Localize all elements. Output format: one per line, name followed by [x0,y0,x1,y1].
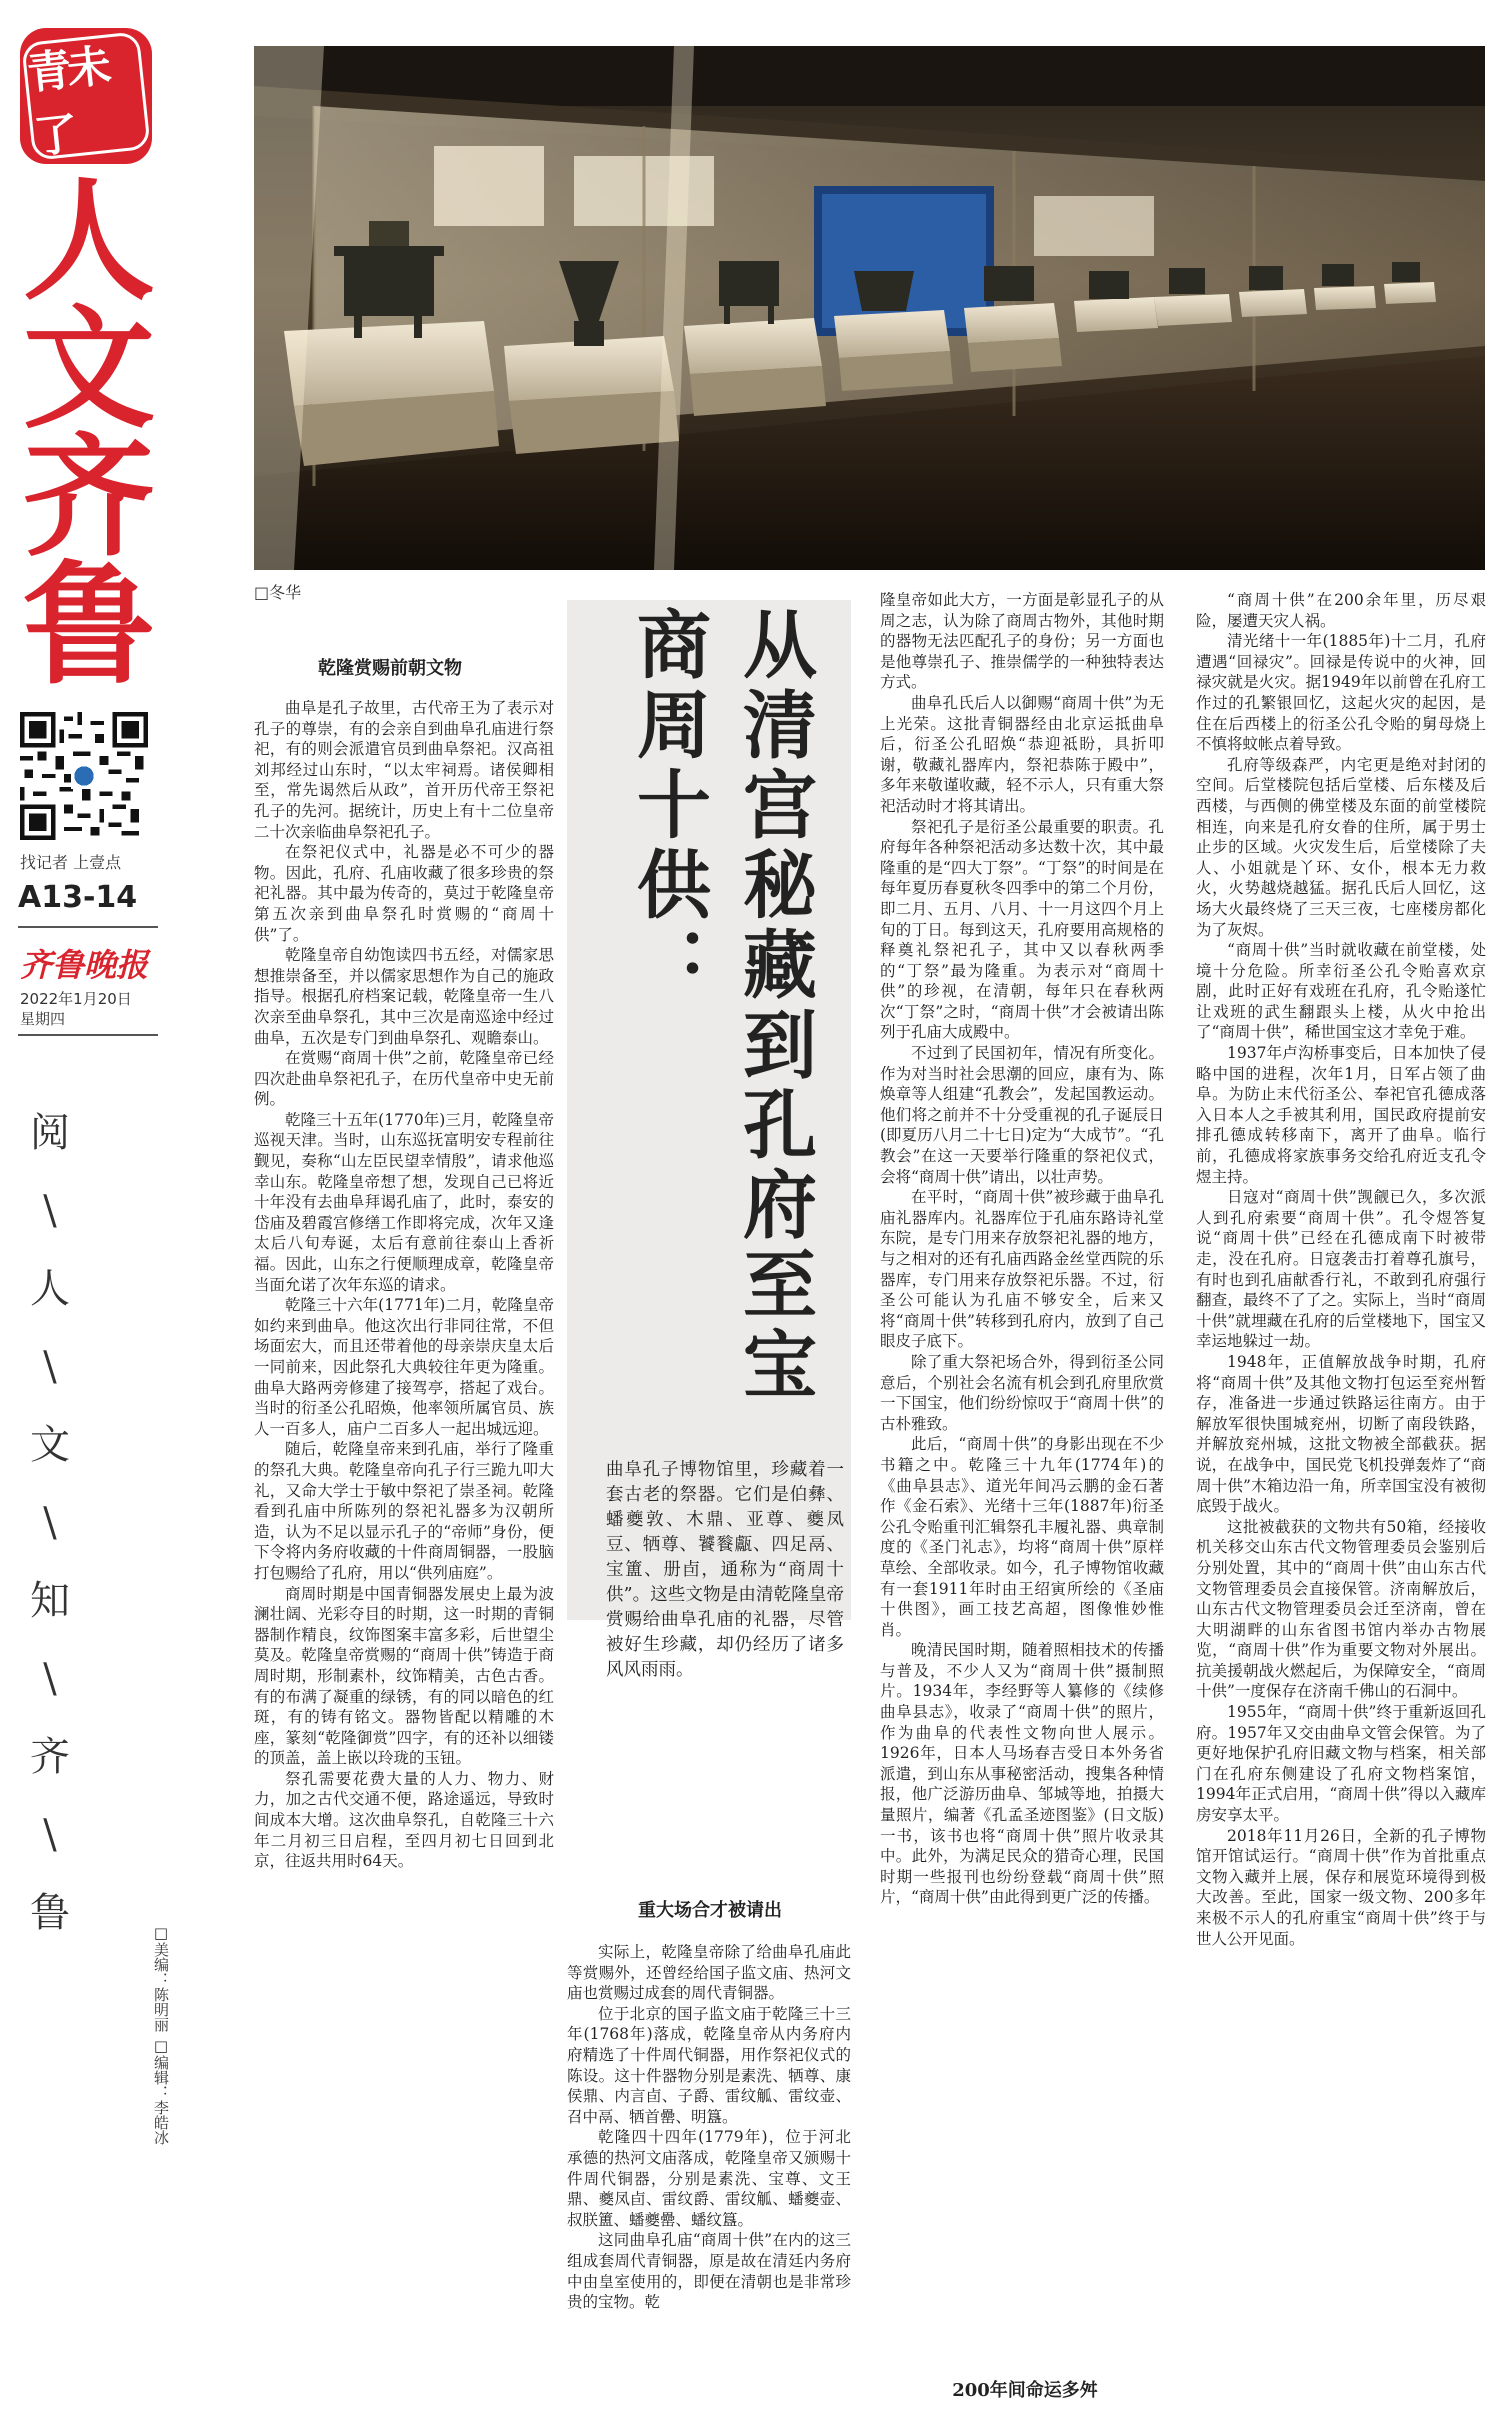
section-heading: 200年间命运多舛 [952,2380,1098,2401]
paragraph: 商周时期是中国青铜器发展史上最为波澜壮阔、光彩夺目的时期，这一时期的青铜器制作精良，纹饰图案丰富多彩，后世望尘莫及。乾隆皇帝赏赐的“商周十供”铸造于商周时期，形制素朴，纹饰精美，古色古香。有的布满了凝重的绿锈，有的同以暗色的红斑，有的铸有铭文。器物皆配以精雕的木座，篆刻“乾隆御赏”四字，有的还补以细镂的顶盖，盖上嵌以玲珑的玉钮。 [254,1584,554,1768]
paragraph: “商周十供”当时就收藏在前堂楼，处境十分危险。所幸衍圣公孔令贻喜欢京剧，此时正好有戏班在孔府，孔令贻遂忙让戏班的武生翻跟头上楼，从火中抢出了“商周十供”，稀世国宝这才幸免于难。 [1196,941,1486,1042]
editor-credits: □美编：陈明丽 □编辑：李皓冰 [152,1924,170,2145]
section-title-char: 文 [23,293,155,447]
tagline-sep: \ [43,1188,57,1234]
tagline-sep: \ [43,1500,57,1546]
page-number: A13-14 [18,880,138,915]
paragraph: 位于北京的国子监文庙于乾隆三十三年(1768年)落成，乾隆皇帝从内务府内府精选了十件周代铜器，用作祭祀仪式的陈设。这十件器物分别是素洗、牺尊、康侯鼎、内言卣、子爵、雷纹觚、雷纹壶、召中鬲、牺首罍、明簋。 [567,2004,851,2126]
paragraph: 1948年，正值解放战争时期，孔府将“商周十供”及其他文物打包运至兖州暂存，准备进一步通过铁路运往南方。由于解放军很快围城兖州，切断了南段铁路，并解放兖州城，这批文物被全部截获。据说，在战争中，国民党飞机投弹轰炸了“商周十供”木箱边沿一角，所幸国宝没有被彻底毁于战火。 [1196,1352,1486,1516]
lead-paragraph: 曲阜孔子博物馆里，珍藏着一套古老的祭器。它们是伯彝、蟠夔敦、木鼎、亚尊、夔凤豆、牺尊、饕餮甗、四足鬲、宝簠、册卣，通称为“商周十供”。这些文物是由清乾隆皇帝赏赐给曲阜孔庙的礼器，尽管被好生珍藏，却仍经历了诸多风风雨雨。 [606,1460,844,1680]
issue-date: 2022年1月20日 [20,990,132,1008]
section-title [14,165,164,703]
paragraph: 1955年，“商周十供”终于重新返回孔府。1957年又交由曲阜文管会保管。为了更好地保护孔府旧藏文物与档案，相关部门在孔府东侧建设了孔府文物档案馆，1994年正式启用，“商周十供”得以入藏库房安享太平。 [1196,1703,1486,1825]
paragraph: “商周十供”在200余年里，历尽艰险，屡遭天灾人祸。 [1196,591,1486,630]
headline-main: 从清宫秘藏到孔府至宝 [731,606,817,1406]
paragraph: 随后，乾隆皇帝来到孔庙，举行了隆重的祭孔大典。乾隆皇帝向孔子行三跪九叩大礼，又命大学士于敏中祭祀了崇圣祠。乾隆看到孔庙中所陈列的祭祀礼器多为汉朝所造，认为不足以显示孔子的“帝师”身份，便下令将内务府收藏的十件商周铜器，一股脑打包赐给了孔府，用以“供列庙庭”。 [254,1440,554,1582]
tagline-char: 人 [30,1266,70,1312]
brand-logo-text: 青未了 [21,31,151,161]
section-title-char: 鲁 [23,549,155,703]
section-heading: 重大场合才被请出 [638,1900,782,1921]
paragraph: 隆皇帝如此大方，一方面是彰显孔子的从周之志，认为除了商周古物外，其他时期的器物无法匹配孔子的身份；另一方面也是他尊崇孔子、推崇儒学的一种独特表达方式。 [880,591,1164,692]
paragraph: 孔府等级森严，内宅更是绝对封闭的空间。后堂楼院包括后堂楼、后东楼及后西楼，与西侧的佛堂楼及东面的前堂楼院相连，向来是孔府女眷的住所，属于男士止步的区域。火灾发生后，后堂楼除了夫人、小姐就是丫环、女仆，根本无力救火，火势越烧越猛。据孔氏后人回忆，这场大火最终烧了三天三夜，七座楼房都化为了灰烬。 [1196,755,1486,939]
section-title-char: 人 [23,165,155,319]
article-column-3 [880,590,1164,2350]
photo-credit: □冬华 [254,583,302,602]
paragraph: 晚清民国时期，随着照相技术的传播与普及，不少人又为“商周十供”摄制照片。1934年，李经野等人纂修的《续修曲阜县志》，收录了“商周十供”的照片，作为曲阜的代表性文物向世人展示。1926年，日本人马场春吉受日本外务省派遣，到山东从事秘密活动，搜集各种情报，他广泛游历曲阜、邹城等地，拍摄大量照片，编著《孔孟圣迹图鉴》(日文版)一书，该书也将“商周十供”照片收录其中。此外，为满足民众的猎奇心理，民国时期一些报刊也纷纷登载“商周十供”照片，“商周十供”由此得到更广泛的传播。 [880,1641,1164,1907]
paragraph: 此后，“商周十供”的身影出现在不少书籍之中。乾隆三十九年(1774年)的《曲阜县志》、道光年间冯云鹏的金石著作《金石索》、光绪十三年(1887年)衍圣公孔令贻重刊汇辑祭孔丰履礼器、典章制度的《圣门礼志》，均将“商周十供”原样草绘、全部收录。如今，孔子博物馆收藏有一套1911年时由王绍寅所绘的《圣庙十供图》，画工技艺高超，图像惟妙惟肖。 [880,1435,1164,1639]
tagline-sep: \ [43,1656,57,1702]
section-title-char: 齐 [23,421,155,575]
paragraph: 祭孔需要花费大量的人力、物力、财力，加之古代交通不便，路途遥远，导致时间成本大增。这次曲阜祭孔，自乾隆三十六年二月初三日启程，至四月初七日回到北京，往返共用时64天。 [254,1769,554,1871]
paragraph: 乾隆三十六年(1771年)二月，乾隆皇帝如约来到曲阜。他这次出行非同往常，不但场面宏大，而且还带着他的母亲崇庆皇太后一同前来，因此祭孔大典较往年更为隆重。曲阜大路两旁修建了接驾亭，搭起了戏台。当时的衍圣公孔昭焕，他率领所属官员、族人一百多人，庙户二百多人一起出城远迎。 [254,1296,554,1438]
paragraph: 1937年卢沟桥事变后，日本加快了侵略中国的进程，次年1月，日军占领了曲阜。为防止末代衍圣公、奉祀官孔德成落入日本人之手被其利用，国民政府提前安排孔德成转移南下，离开了曲阜。临行前，孔德成将家族事务交给孔府近支孔令煜主持。 [1196,1044,1486,1186]
tagline-sep: \ [43,1344,57,1390]
divider [18,926,158,928]
tagline-char: 知 [30,1578,70,1624]
tagline [20,1094,80,1952]
paper-name: 齐鲁晚报 [20,946,149,984]
paragraph: 曲阜孔氏后人以御赐“商周十供”为无上光荣。这批青铜器经由北京运抵曲阜后，衍圣公孔昭焕“恭迎祗盼，具折叩谢，敬藏礼器库内，祭祀恭陈于殿中”，多年来敬谨收藏，轻不示人，只有重大祭祀活动时才将其请出。 [880,693,1164,815]
article-column-2 [567,1942,851,2402]
paragraph: 祭祀孔子是衍圣公最重要的职责。孔府每年各种祭祀活动多达数十次，其中最隆重的是“四大丁祭”。“丁祭”的时间是在每年夏历春夏秋冬四季中的第二个月份，即二月、五月、八月、十一月这四个月上旬的丁日。每到这天，孔府要用高规格的释奠礼祭祀孔子，其中又以春秋两季的“丁祭”最为隆重。为表示对“商周十供”的珍视，在清朝，每年只在春秋两次“丁祭”之时，“商周十供”才会被请出陈列于孔庙大成殿中。 [880,817,1164,1042]
paragraph: 除了重大祭祀场合外，得到衍圣公同意后，个别社会名流有机会到孔府里欣赏一下国宝，他们纷纷惊叹于“商周十供”的古朴雅致。 [880,1352,1164,1433]
section-heading: 乾隆赏赐前朝文物 [318,658,462,679]
tagline-char: 鲁 [30,1890,70,1936]
paragraph: 在祭祀仪式中，礼器是必不可少的器物。因此，孔府、孔庙收藏了很多珍贵的祭祀礼器。其中最为传奇的，莫过于乾隆皇帝第五次亲到曲阜祭孔时赏赐的“商周十供”了。 [254,843,554,944]
article-column-1 [254,698,554,2398]
tagline-char: 文 [30,1422,70,1468]
paragraph: 日寇对“商周十供”觊觎已久，多次派人到孔府索要“商周十供”。孔令煜答复说“商周十供”已经在孔德成南下时被带走，没在孔府。日寇袭击打着尊孔旗号，有时也到孔庙献香行礼，不敢到孔府强行翻查，最终不了了之。实际上，当时“商周十供”就埋藏在孔府的后堂楼地下，国宝又幸运地躲过一劫。 [1196,1188,1486,1351]
qr-code-icon[interactable] [20,712,148,840]
paragraph: 这批被截获的文物共有50箱，经接收机关移交山东古代文物管理委员会鉴别后分别处置，其中的“商周十供”由山东古代文物管理委员会直接保管。济南解放后，山东古代文物管理委员会迁至济南，曾在大明湖畔的山东省图书馆内举办古物展览，“商周十供”作为重要文物对外展出。抗美援朝战火燃起后，为保障安全，“商周十供”一度保存在济南千佛山的石洞中。 [1196,1517,1486,1701]
paragraph: 在平时，“商周十供”被珍藏于曲阜孔庙礼器库内。礼器库位于孔庙东路诗礼堂东院，是专门用来存放祭祀礼器的地方，与之相对的还有孔庙西路金丝堂西院的乐器库，专门用来存放祭祀乐器。不过，衍圣公可能认为孔庙不够安全，后来又将“商周十供”转移到孔府内，放到了自己眼皮子底下。 [880,1188,1164,1351]
paragraph: 不过到了民国初年，情况有所变化。作为对当时社会思潮的回应，康有为、陈焕章等人组建“孔教会”，发起国教运动。他们将之前并不十分受重视的孔子诞辰日(即夏历八月二十七日)定为“大成节”。“孔教会”在这一天要举行隆重的祭祀仪式，会将“商周十供”请出，以壮声势。 [880,1044,1164,1186]
paragraph: 实际上，乾隆皇帝除了给曲阜孔庙此等赏赐外，还曾经给国子监文庙、热河文庙也赏赐过成套的周代青铜器。 [567,1943,851,2003]
paragraph: 乾隆四十四年(1779年)，位于河北承德的热河文庙落成，乾隆皇帝又颁赐十件周代铜器，分别是素洗、宝尊、文王鼎、夔凤卣、雷纹爵、雷纹觚、蟠夔壶、叔朕簠、蟠夔罍、蟠纹簋。 [567,2128,851,2229]
paragraph: 2018年11月26日，全新的孔子博物馆开馆试运行。“商周十供”作为首批重点文物入藏并上展，保存和展览环境得到极大改善。至此，国家一级文物、200多年来极不示人的孔府重宝“商周十供”终于与世人公开见面。 [1196,1826,1486,1948]
tagline-char: 齐 [30,1734,70,1780]
qr-caption: 找记者 上壹点 [20,853,122,872]
museum-photo [254,46,1485,570]
article-column-4 [1196,590,1486,2400]
tagline-char: 阅 [30,1110,70,1156]
divider [18,1034,158,1036]
paragraph: 在赏赐“商周十供”之前，乾隆皇帝已经四次赴曲阜祭祀孔子，在历代皇帝中史无前例。 [254,1049,554,1109]
headline-sub: 商周十供： [625,606,711,1006]
tagline-sep: \ [43,1812,57,1858]
masthead [0,0,170,2414]
paragraph: 乾隆皇帝自幼饱读四书五经，对儒家思想推崇备至，并以儒家思想作为自己的施政指导。根据孔府档案记载，乾隆皇帝一生八次亲至曲阜祭孔，其中三次是南巡途中经过曲阜，五次是专门到曲阜祭孔、观瞻泰山。 [254,946,554,1047]
paragraph: 乾隆三十五年(1770年)三月，乾隆皇帝巡视天津。当时，山东巡抚富明安专程前往觐见，奏称“山左臣民望幸情殷”，请求他巡幸山东。乾隆皇帝想了想，发现自己已将近十年没有去曲阜拜谒孔庙了，此时，泰安的岱庙及碧霞宫修缮工作即将完成，次年又逢太后八旬寿诞，太后有意前往泰山上香祈福。因此，山东之行便顺理成章，乾隆皇帝当面允诺了次年东巡的请求。 [254,1110,554,1294]
paragraph: 清光绪十一年(1885年)十二月，孔府遭遇“回禄灾”。回禄是传说中的火神，回禄灾就是火灾。据1949年以前曾在孔府工作过的孔繁银回忆，这起火灾的起因，是住在后西楼上的衍圣公孔令贻的舅母烧上不慎将蚊帐点着导致。 [1196,632,1486,754]
paragraph: 这同曲阜孔庙“商周十供”在内的这三组成套周代青铜器，原是故在清廷内务府中由皇室使用的，即便在清朝也是非常珍贵的宝物。乾 [567,2231,851,2312]
brand-logo [20,28,152,164]
issue-weekday: 星期四 [20,1010,66,1028]
paragraph: 曲阜是孔子故里，古代帝王为了表示对孔子的尊崇，有的会亲自到曲阜孔庙进行祭祀，有的则会派遣官员到曲阜祭祀。汉高祖刘邦经过山东时，“以太牢祠焉。诸侯卿相至，常先谒然后从政”，首开历代帝王祭祀孔子的先河。据统计，历史上有十二位皇帝二十次亲临曲阜祭祀孔子。 [254,699,554,841]
